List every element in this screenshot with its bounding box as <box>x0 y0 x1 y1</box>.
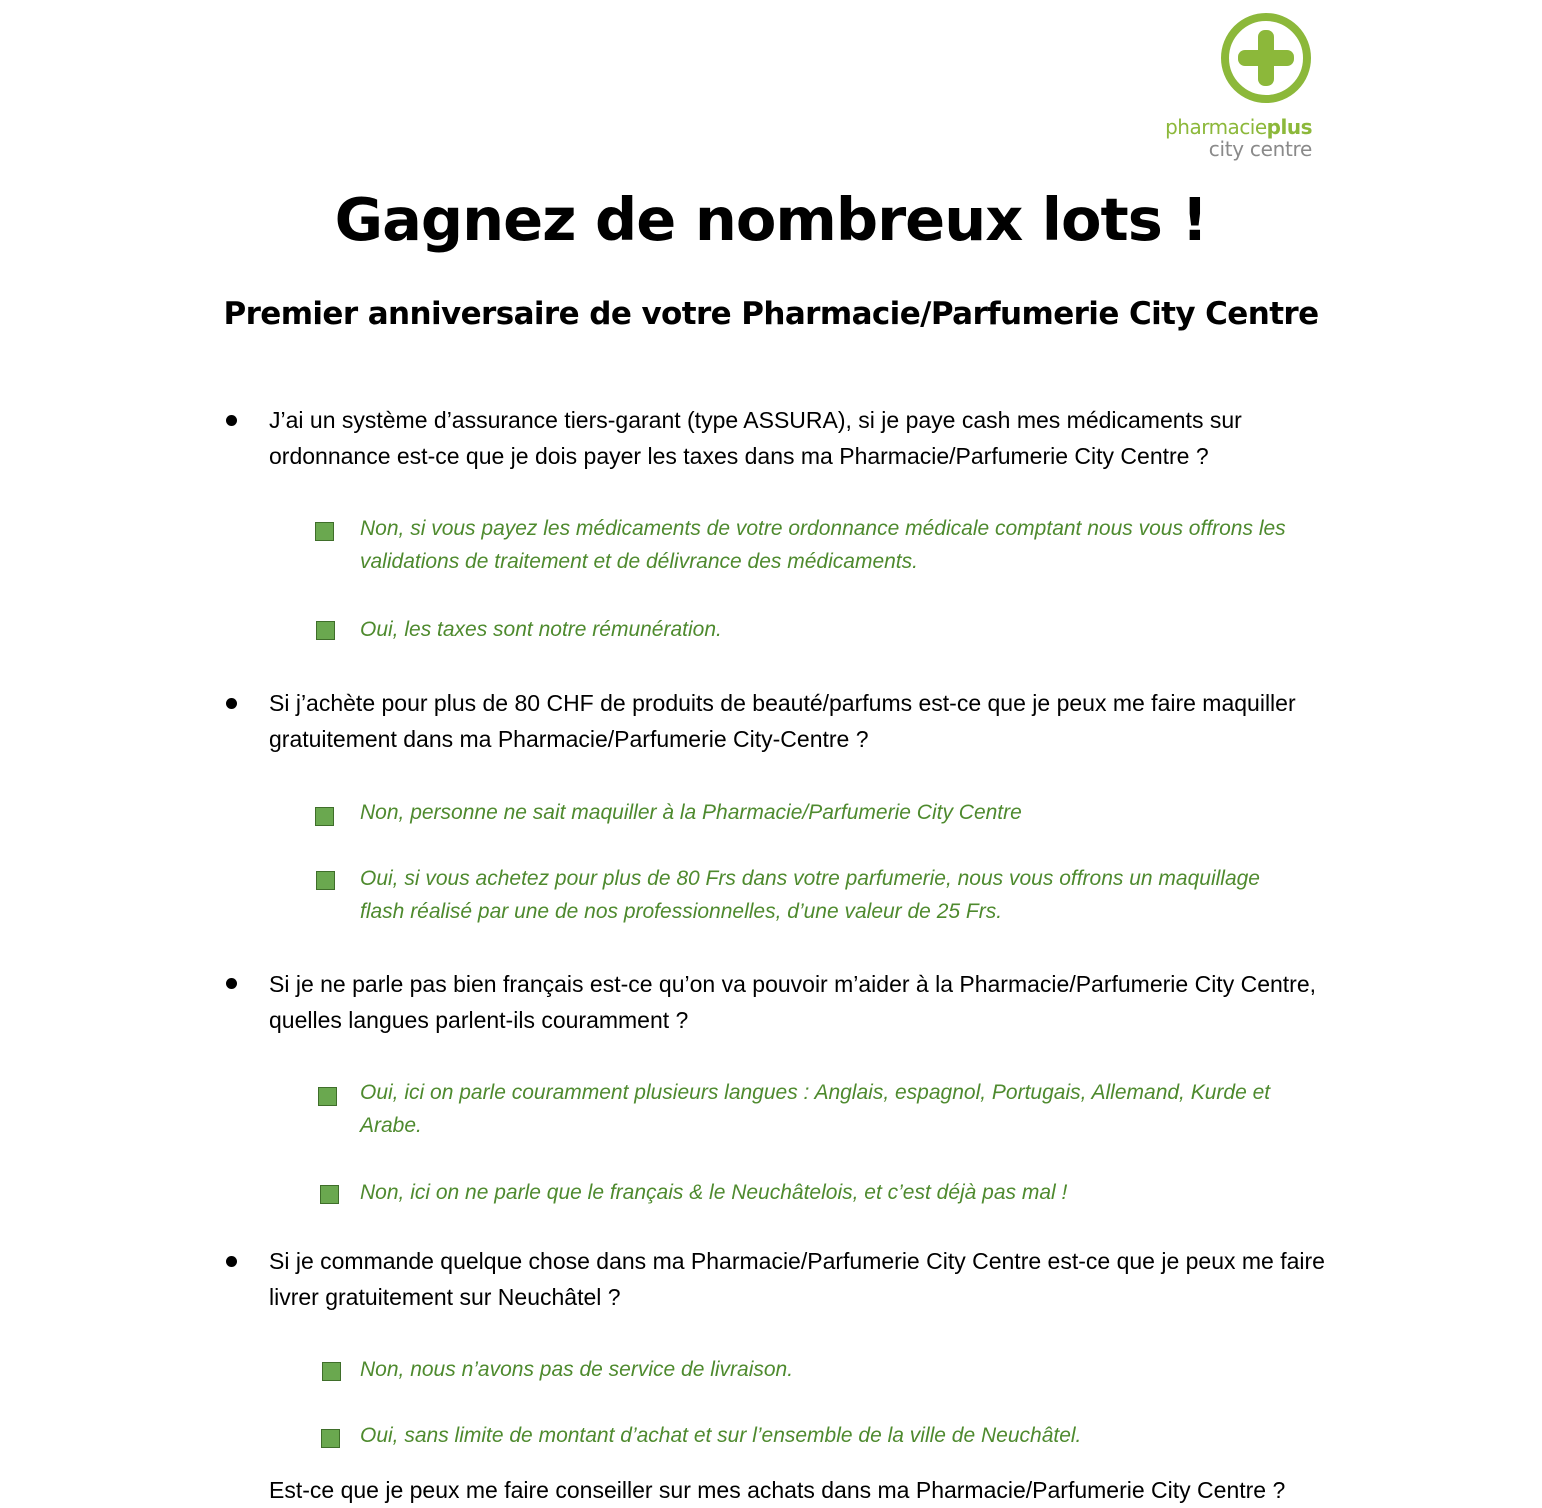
answer-option-2b: Oui, si vous achetez pour plus de 80 Frs dans votre parfumerie, nous vous offrons un maquillage flash réalisé par une de nos professionnelles, d’une valeur de 25 Frs. <box>360 867 1260 923</box>
answer-option-1b: Oui, les taxes sont notre rémunération. <box>360 618 722 641</box>
pharmacy-cross-icon <box>1220 12 1312 104</box>
question-4: Si je commande quelque chose dans ma Pharmacie/Parfumerie City Centre est-ce que je peux me faire livrer gratuitement sur Neuchâtel ? <box>269 1248 1325 1310</box>
answer-option-3a: Oui, ici on parle couramment plusieurs langues : Anglais, espagnol, Portugais, Allemand, Kurde et Arabe. <box>360 1081 1271 1137</box>
answer-checkbox[interactable] <box>318 1087 337 1106</box>
answer-checkbox[interactable] <box>320 1185 339 1204</box>
answer-option-2a: Non, personne ne sait maquiller à la Pharmacie/Parfumerie City Centre <box>360 801 1022 824</box>
question-1: J’ai un système d’assurance tiers-garant (type ASSURA), si je paye cash mes médicaments sur ordonnance est-ce que je dois payer les taxes dans ma Pharmacie/Parfumerie City Centre ? <box>269 407 1242 469</box>
answer-option-4b: Oui, sans limite de montant d’achat et sur l’ensemble de la ville de Neuchâtel. <box>360 1424 1082 1447</box>
bullet-icon <box>226 1256 237 1267</box>
pharmacieplus-logo <box>1152 12 1312 172</box>
next-question-cut-off <box>269 1477 1329 1503</box>
next-question-text: Est-ce que je peux me faire conseiller sur mes achats dans ma Pharmacie/Parfumerie City Centre ? <box>269 1477 1286 1503</box>
answer-option-3b: Non, ici on ne parle que le français & le Neuchâtelois, et c’est déjà pas mal ! <box>360 1181 1068 1204</box>
answer-checkbox[interactable] <box>315 522 334 541</box>
page-subtitle: Premier anniversaire de votre Pharmacie/Parfumerie City Centre <box>223 296 1319 332</box>
logo-tagline: city centre <box>1208 137 1312 161</box>
answer-checkbox[interactable] <box>322 1362 341 1381</box>
page-title: Gagnez de nombreux lots ! <box>334 185 1208 254</box>
logo-brand-part2: plus <box>1266 115 1312 139</box>
question-3: Si je ne parle pas bien français est-ce qu’on va pouvoir m’aider à la Pharmacie/Parfumerie City Centre, quelles langues parlent-ils couramment ? <box>269 971 1317 1033</box>
answer-checkbox[interactable] <box>321 1429 340 1448</box>
answer-checkbox[interactable] <box>316 871 335 890</box>
logo-brand-part1: pharmacie <box>1165 115 1267 139</box>
bullet-icon <box>226 978 237 989</box>
bullet-icon <box>226 698 237 709</box>
question-2: Si j’achète pour plus de 80 CHF de produits de beauté/parfums est-ce que je peux me faire maquiller gratuitement dans ma Pharmacie/Parfumerie City-Centre ? <box>269 690 1296 752</box>
answer-option-1a: Non, si vous payez les médicaments de votre ordonnance médicale comptant nous vous offrons les validations de traitement et de délivrance des médicaments. <box>360 517 1286 573</box>
answer-option-4a: Non, nous n’avons pas de service de livraison. <box>360 1358 794 1381</box>
answer-checkbox[interactable] <box>315 807 334 826</box>
answer-checkbox[interactable] <box>316 621 335 640</box>
logo-wordmark <box>1165 116 1312 160</box>
bullet-icon <box>226 415 237 426</box>
